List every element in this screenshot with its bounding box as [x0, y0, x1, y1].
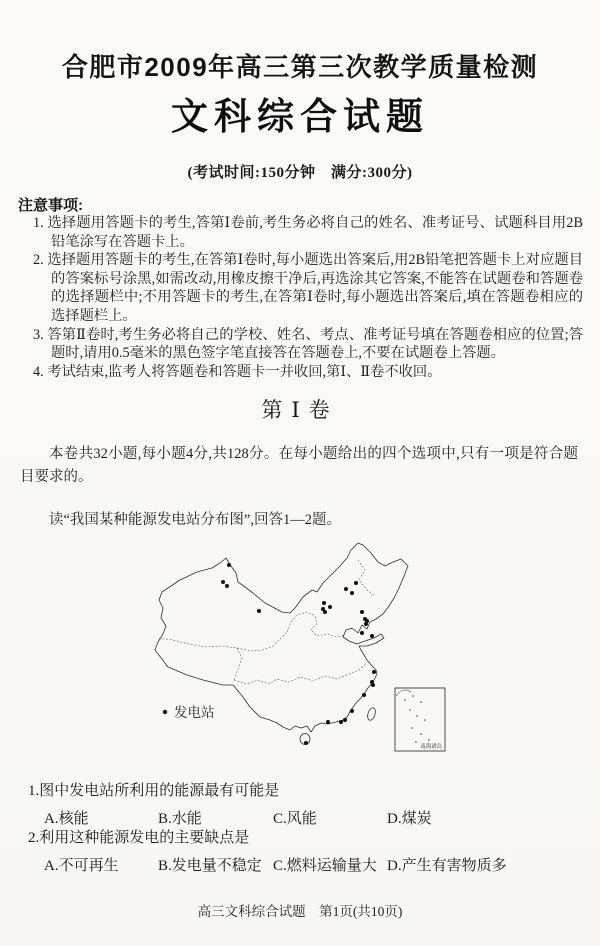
station-dot — [257, 609, 261, 613]
yellow-river-line — [287, 612, 344, 637]
question-1-options — [28, 807, 592, 828]
station-dot — [304, 741, 308, 745]
inset-label: 南海诸岛 — [420, 744, 442, 750]
subject-title: 文科综合试题 — [171, 97, 429, 138]
inset-box — [395, 688, 445, 751]
station-dot — [354, 581, 358, 585]
yangtze-line — [234, 664, 366, 684]
station-dot — [343, 718, 347, 722]
q1-option-b: B.水能 — [158, 811, 202, 827]
northeast-river-line — [358, 560, 375, 596]
note-item-4: 4. 考试结束,监考人将答题卷和答题卡一并收回,第Ⅰ、Ⅱ卷不收回。 — [33, 363, 442, 380]
inner-boundary-north — [159, 632, 287, 651]
inset-island-dot — [412, 695, 414, 697]
section-1-intro: 本卷共32小题,每小题4分,共128分。在每小题给出的四个选项中,只有一项是符合题目要求的。 — [20, 446, 578, 485]
station-dot — [360, 610, 364, 614]
station-dot — [360, 631, 364, 635]
page-footer: 高三文科综合试题 第1页(共10页) — [197, 904, 403, 919]
inner-boundary-west — [234, 648, 242, 680]
inset-island-dot — [424, 719, 426, 721]
station-dot — [364, 622, 368, 626]
header — [0, 52, 600, 182]
station-dot — [227, 563, 231, 567]
question-2 — [28, 830, 592, 875]
inset-island-dot — [409, 709, 411, 711]
station-dot — [339, 720, 343, 724]
question-1-stem: 1.图中发电站所利用的能源最有可能是 — [28, 783, 280, 799]
china-map-svg — [95, 542, 475, 782]
station-dots-layer — [221, 563, 376, 745]
china-map-figure — [95, 542, 475, 782]
note-item-1: 1. 选择题用答题卡的考生,答第Ⅰ卷前,考生务必将自己的姓名、准考证号、试题科目用2B铅笔涂写在答题卡上。 — [33, 215, 583, 250]
notes-section — [18, 197, 583, 381]
inset-island-dot — [411, 727, 413, 729]
station-dot — [328, 605, 332, 609]
station-dot — [344, 587, 348, 591]
station-dot — [350, 709, 354, 713]
q1-option-c: C.风能 — [273, 811, 317, 827]
note-item-3: 3. 答第Ⅱ卷时,考生务必将自己的学校、姓名、考点、准考证号填在答题卷相应的位置;答题时,请用0.5毫米的黑色签字笔直接答在答题卷上,不要在试题卷上答题。 — [33, 326, 583, 362]
inset-island-dot — [420, 733, 422, 735]
inset-islands-layer — [404, 695, 430, 743]
taiwan-island — [366, 707, 377, 722]
q1-option-d: D.煤炭 — [387, 811, 432, 827]
q2-option-b: B.发电量不稳定 — [158, 858, 262, 874]
inset-island-dot — [415, 741, 417, 743]
inset-island-dot — [416, 715, 418, 717]
station-dot — [225, 584, 229, 588]
exam-title: 合肥市2009年高三第三次教学质量检测 — [61, 52, 539, 82]
question-1 — [28, 783, 592, 828]
station-dot — [350, 591, 354, 595]
notes-heading: 注意事项: — [18, 197, 83, 214]
q1-option-a: A.核能 — [44, 811, 89, 827]
q2-option-a: A.不可再生 — [44, 858, 119, 874]
station-dot — [326, 720, 330, 724]
map-legend — [163, 704, 215, 720]
question-2-options — [28, 854, 592, 875]
inset-island-dot — [428, 739, 430, 741]
q2-option-c: C.燃料运输量大 — [273, 858, 377, 874]
note-item-2: 2. 选择题用答题卡的考生,在答第Ⅰ卷时,每小题选出答案后,用2B铅笔把答题卡上对应题目的答案标号涂黑,如需改动,用橡皮擦干净后,再选涂其它答案,不能答在试题卷和答题卷的选择题栏中;不用答题卡的考生,在答第Ⅰ卷时,每小题选出答案后,填在答题卷相应的选择题栏上。 — [33, 252, 583, 324]
map-prompt: 读“我国某种能源发电站分布图”,回答1—2题。 — [49, 512, 341, 528]
legend-label: 发电站 — [174, 705, 215, 720]
inset-island-dot — [420, 701, 422, 703]
legend-station-dot — [163, 710, 167, 714]
china-outline — [155, 543, 408, 732]
station-dot — [221, 580, 225, 584]
question-2-stem: 2.利用这种能源发电的主要缺点是 — [28, 830, 250, 846]
station-dot — [322, 601, 326, 605]
station-dot — [323, 610, 327, 614]
section-1-heading: 第Ⅰ卷 — [261, 398, 339, 422]
q2-option-d: D.产生有害物质多 — [387, 858, 507, 874]
inset-island-dot — [404, 699, 406, 701]
station-dot — [370, 634, 374, 638]
station-dot — [372, 670, 376, 674]
station-dot — [362, 693, 366, 697]
station-dot — [371, 683, 375, 687]
exam-info: (考试时间:150分钟 满分:300分) — [187, 165, 413, 181]
